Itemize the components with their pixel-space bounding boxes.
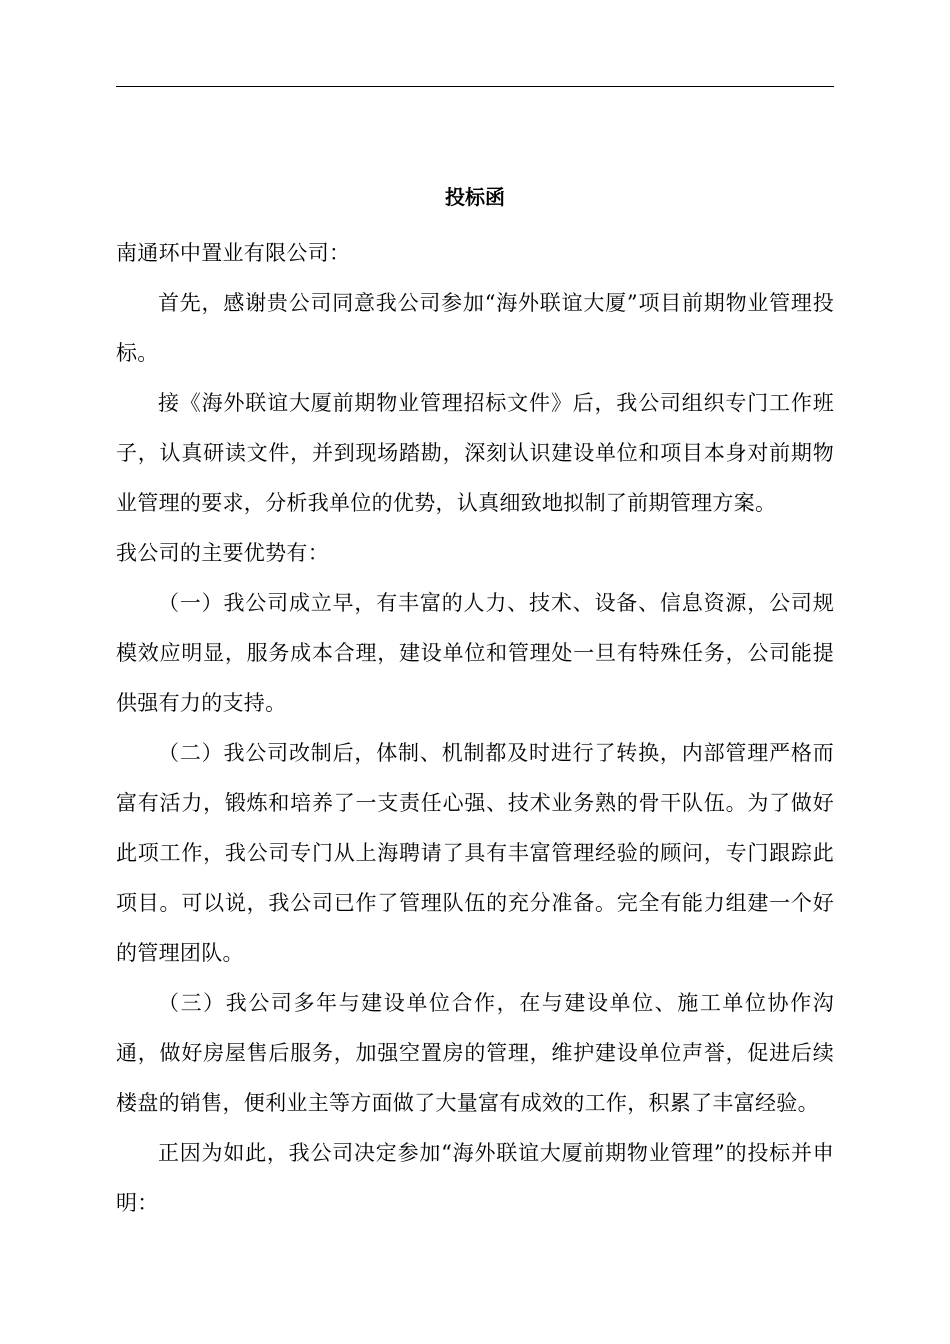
closing-paragraph: 正因为如此，我公司决定参加“海外联谊大厦前期物业管理”的投标并申明： (116, 1141, 834, 1215)
page-title: 投标函 (445, 185, 505, 209)
paragraph-preparation: 接《海外联谊大厦前期物业管理招标文件》后，我公司组织专门工作班子，认真研读文件，并到现场踏勘，深刻认识建设单位和项目本身对前期物业管理的要求，分析我单位的优势，认真细致地拟制了前期管理方案。 (116, 391, 834, 515)
document-body (116, 228, 834, 1228)
salutation: 南通环中置业有限公司： (116, 241, 351, 265)
advantage-item-2: （二）我公司改制后，体制、机制都及时进行了转换，内部管理严格而富有活力，锻炼和培养了一支责任心强、技术业务熟的骨干队伍。为了做好此项工作，我公司专门从上海聘请了具有丰富管理经验的顾问，专门跟踪此项目。可以说，我公司已作了管理队伍的充分准备。完全有能力组建一个好的管理团队。 (116, 741, 834, 965)
header-rule (116, 86, 834, 87)
paragraph-intro: 首先，感谢贵公司同意我公司参加“海外联谊大厦”项目前期物业管理投标。 (116, 291, 834, 365)
advantage-item-1: （一）我公司成立早，有丰富的人力、技术、设备、信息资源，公司规模效应明显，服务成本合理，建设单位和管理处一旦有特殊任务，公司能提供强有力的支持。 (116, 591, 834, 715)
advantages-intro: 我公司的主要优势有： (116, 541, 329, 565)
advantage-item-3: （三）我公司多年与建设单位合作，在与建设单位、施工单位协作沟通，做好房屋售后服务，加强空置房的管理，维护建设单位声誉，促进后续楼盘的销售，便利业主等方面做了大量富有成效的工作，积累了丰富经验。 (116, 991, 834, 1115)
